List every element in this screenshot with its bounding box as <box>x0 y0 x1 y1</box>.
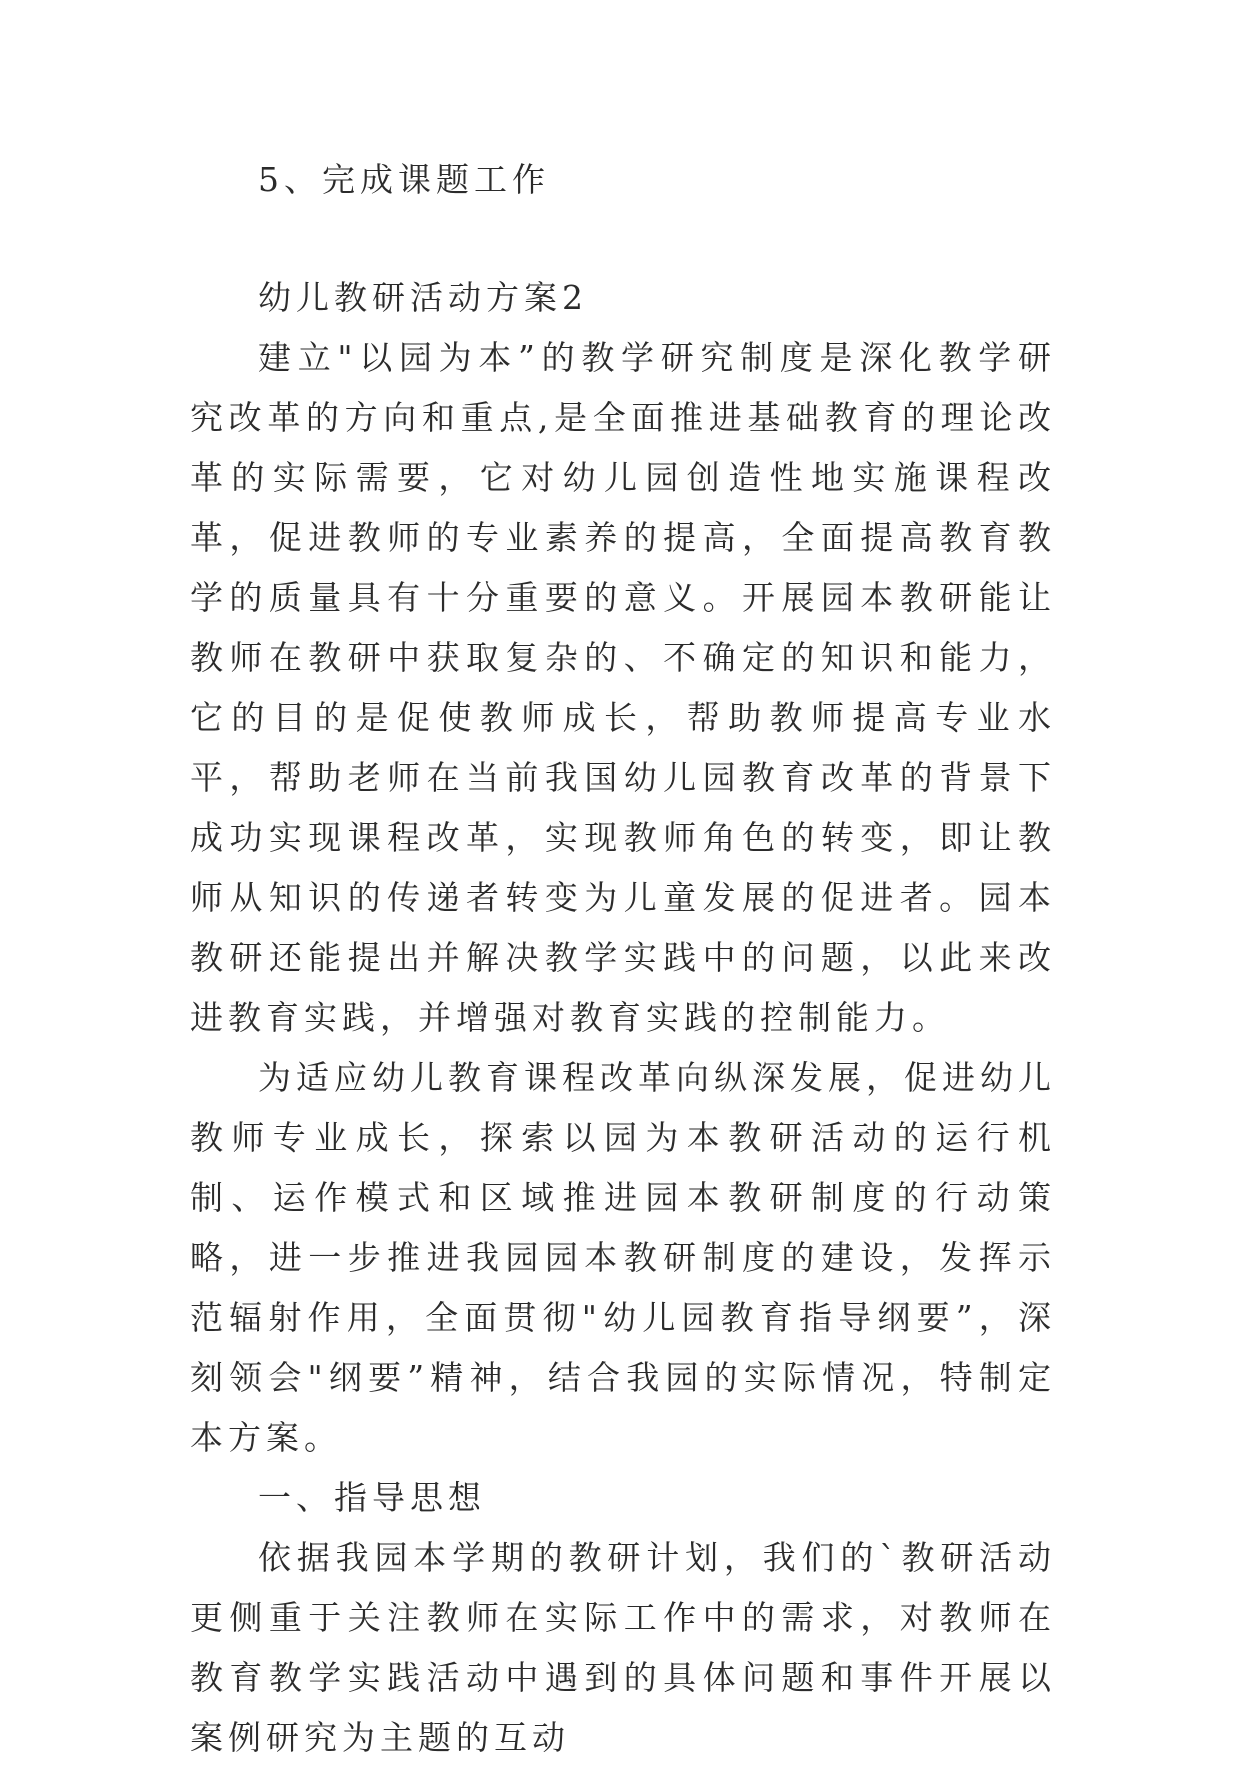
paragraph-guiding-ideology: 依据我园本学期的教研计划，我们的`教研活动更侧重于关注教师在实际工作中的需求，对教师在教育教学实践活动中遇到的具体问题和事件开展以案例研究为主题的互动 <box>190 1538 1056 1757</box>
item-title: 5、完成课题工作 <box>258 160 550 199</box>
paragraph-introduction: 建立"以园为本”的教学研究制度是深化教学研究改革的方向和重点,是全面推进基础教育的理论改革的实际需要，它对幼儿园创造性地实施课程改革，促进教师的专业素养的提高，全面提高教育教学的质量具有十分重要的意义。开展园本教研能让教师在教研中获取复杂的、不确定的知识和能力，它的目的是促使教师成长，帮助教师提高专业水平，帮助老师在当前我国幼儿园教育改革的背景下成功实现课程改革，实现教师角色的转变，即让教师从知识的传递者转变为儿童发展的促进者。园本教研还能提出并解决教学实践中的问题，以此来改进教育实践，并增强对教育实践的控制能力。 <box>190 338 1056 1037</box>
document-body <box>190 150 1056 1768</box>
subheading-guiding-ideology: 一、指导思想 <box>258 1478 486 1517</box>
paragraph-purpose: 为适应幼儿教育课程改革向纵深发展，促进幼儿教师专业成长，探索以园为本教研活动的运行机制、运作模式和区域推进园本教研制度的行动策略，进一步推进我园园本教研制度的建设，发挥示范辐射作用，全面贯彻"幼儿园教育指导纲要”，深刻领会"纲要”精神，结合我园的实际情况，特制定本方案。 <box>190 1058 1056 1457</box>
section-title: 幼儿教研活动方案2 <box>258 278 588 317</box>
